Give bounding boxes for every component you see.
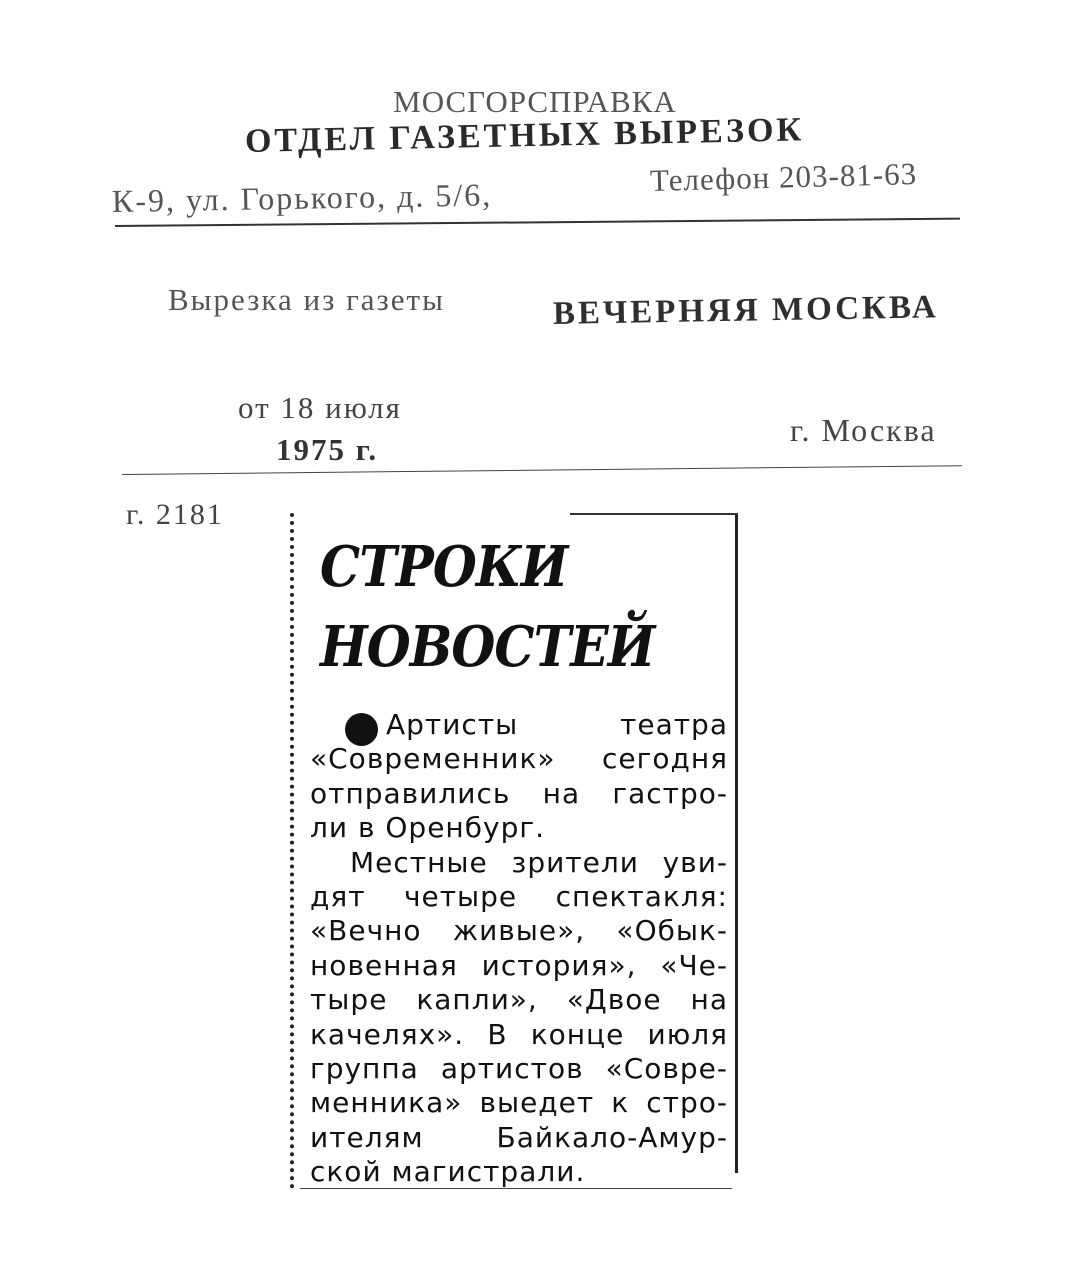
article-line: отправились на гастро- <box>310 776 728 810</box>
article-body <box>310 708 728 1189</box>
clipping-number: г. 2181 <box>126 498 224 531</box>
info-rule <box>122 465 962 475</box>
article-headline <box>320 527 654 687</box>
clipping-top-edge <box>570 513 738 515</box>
stamp-department: ОТДЕЛ ГАЗЕТНЫХ ВЫРЕЗОК <box>244 111 805 160</box>
headline-line-1: СТРОКИ <box>320 534 568 600</box>
article-line: Местные зрители уви- <box>350 845 728 879</box>
article-line: менника» выедет к стро- <box>310 1086 728 1120</box>
article-line: ли в Оренбург. <box>310 811 545 845</box>
clipping-cut-edge-left <box>290 513 298 1189</box>
article-line: ской магистрали. <box>310 1155 586 1189</box>
stamp-phone: Телефон 203-81-63 <box>649 156 918 198</box>
article-line: группа артистов «Совре- <box>310 1051 728 1085</box>
clipping-column-rule <box>735 513 738 1173</box>
headline-line-2: НОВОСТЕЙ <box>320 614 655 680</box>
article-line: тыре капли», «Двое на <box>310 983 728 1017</box>
stamp-address: К-9, ул. Горького, д. 5/6, <box>111 176 493 219</box>
article-line: новенная история», «Че- <box>310 948 728 982</box>
clipping-date: от 18 июля <box>238 390 402 425</box>
clipping-city: г. Москва <box>790 412 937 448</box>
article-line: качелях». В конце июля <box>310 1017 728 1051</box>
stamp-agency-name: МОСГОРСПРАВКА <box>393 84 677 119</box>
header-rule <box>115 218 960 227</box>
newspaper-name: ВЕЧЕРНЯЯ МОСКВА <box>552 289 939 332</box>
article-line: дят четыре спектакля: <box>310 879 728 913</box>
article-line: «Современник» сегодня <box>310 742 728 776</box>
newspaper-clipping <box>290 513 740 1191</box>
article-line: ителям Байкало-Амур- <box>310 1120 728 1154</box>
clipping-year: 1975 г. <box>276 432 379 467</box>
article-line: Артисты театра <box>386 708 728 741</box>
article-line: «Вечно живые», «Обык- <box>310 914 728 948</box>
clipping-source-label: Вырезка из газеты <box>168 282 445 317</box>
